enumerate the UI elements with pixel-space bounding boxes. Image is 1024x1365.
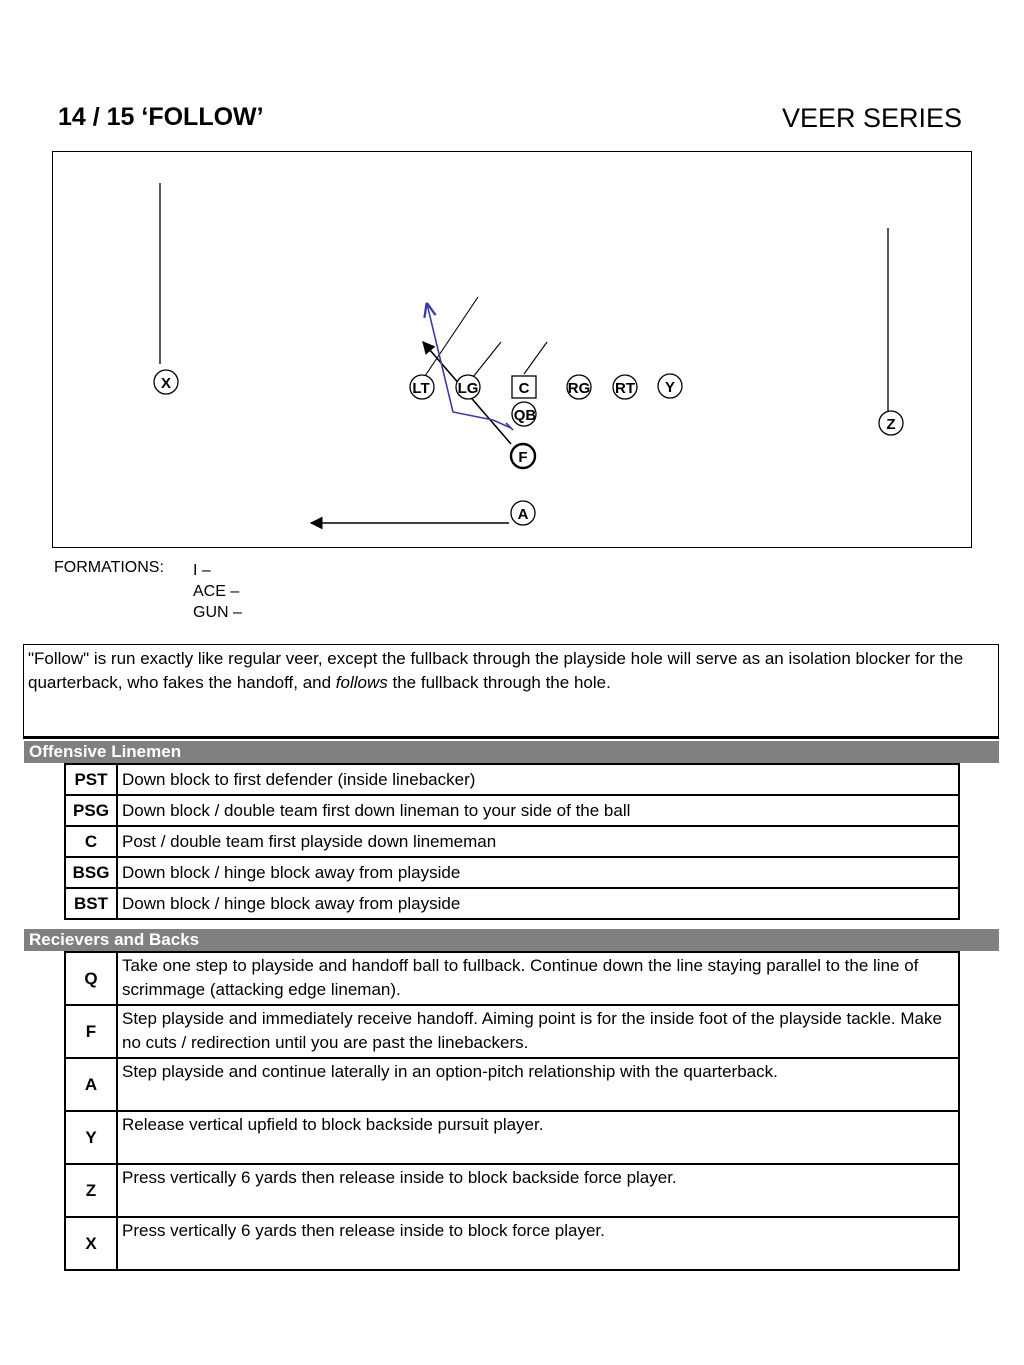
formations-label: FORMATIONS: <box>54 559 164 576</box>
assignment-cell: Take one step to playside and handoff ball to fullback. Continue down the line staying parallel to the line of scrimmage (attacking edge lineman). <box>117 952 959 1005</box>
player-z-label: Z <box>886 416 896 433</box>
player-qb-label: QB <box>513 407 537 424</box>
player-rt-label: RT <box>615 380 635 397</box>
description-text-end: the fullback through the hole. <box>387 673 611 692</box>
assignment-cell: Press vertically 6 yards then release inside to block force player. <box>117 1217 959 1270</box>
assignment-cell: Down block / hinge block away from playside <box>117 857 959 888</box>
play-title: 14 / 15 ‘FOLLOW’ <box>58 103 264 131</box>
player-lg <box>456 375 480 399</box>
player-f-label: F <box>518 449 528 466</box>
formation-item: ACE – <box>193 583 240 600</box>
assignment-cell: Release vertical upfield to block backside pursuit player. <box>117 1111 959 1164</box>
play-description <box>23 644 999 739</box>
player-x-label: X <box>160 375 172 392</box>
player-lg-label: LG <box>457 380 479 397</box>
table-row <box>65 1217 959 1270</box>
table-row <box>65 857 959 888</box>
assignment-cell: Post / double team first playside down linememan <box>117 826 959 857</box>
position-cell: F <box>65 1005 117 1058</box>
table-row <box>65 826 959 857</box>
assignment-cell: Down block to first defender (inside linebacker) <box>117 764 959 795</box>
player-y <box>658 374 682 398</box>
player-qb <box>512 402 536 426</box>
play-diagram-svg <box>53 152 973 549</box>
player-lt-label: LT <box>412 380 430 397</box>
table-row <box>65 888 959 919</box>
formation-item: I – <box>193 562 211 579</box>
lt-block <box>425 297 478 376</box>
c-block <box>524 342 547 374</box>
position-cell: A <box>65 1058 117 1111</box>
player-rt <box>613 375 637 399</box>
assignment-cell: Down block / double team first down lineman to your side of the ball <box>117 795 959 826</box>
formations-list <box>193 560 242 623</box>
position-cell: C <box>65 826 117 857</box>
table-row <box>65 764 959 795</box>
player-a <box>511 501 535 525</box>
position-cell: X <box>65 1217 117 1270</box>
player-z <box>879 411 903 435</box>
player-y-label: Y <box>664 379 676 396</box>
position-cell: PST <box>65 764 117 795</box>
position-cell: Z <box>65 1164 117 1217</box>
table-row <box>65 1164 959 1217</box>
receivers-backs-header: Recievers and Backs <box>24 929 999 951</box>
position-cell: PSG <box>65 795 117 826</box>
assignment-cell: Down block / hinge block away from playside <box>117 888 959 919</box>
series-title: VEER SERIES <box>781 103 962 133</box>
assignment-cell: Step playside and immediately receive handoff. Aiming point is for the inside foot of the playside tackle. Make no cuts / redirection until you are past the linebackers. <box>117 1005 959 1058</box>
description-text: "Follow" is run exactly like regular veer, except the fullback through the playside hole will serve as an isolation blocker for the quarterback, who fakes the handoff, and <box>28 649 964 692</box>
lg-block <box>473 342 501 377</box>
table-row <box>65 1005 959 1058</box>
qb-route <box>427 304 511 428</box>
offensive-linemen-header: Offensive Linemen <box>24 741 999 763</box>
assignment-cell: Step playside and continue laterally in an option-pitch relationship with the quarterback. <box>117 1058 959 1111</box>
player-c-label: C <box>518 380 530 397</box>
player-rg <box>567 375 591 399</box>
player-a-label: A <box>517 506 529 523</box>
table-row <box>65 795 959 826</box>
player-lt <box>410 375 434 399</box>
offensive-linemen-table <box>64 763 960 920</box>
table-row <box>65 1111 959 1164</box>
assignment-cell: Press vertically 6 yards then release inside to block backside force player. <box>117 1164 959 1217</box>
table-row <box>65 952 959 1005</box>
play-diagram <box>52 151 972 548</box>
position-cell: BST <box>65 888 117 919</box>
formation-item: GUN – <box>193 604 242 621</box>
player-rg-label: RG <box>567 380 591 397</box>
player-c <box>512 376 536 398</box>
position-cell: BSG <box>65 857 117 888</box>
player-x <box>154 370 178 394</box>
table-row <box>65 1058 959 1111</box>
player-f <box>511 444 535 468</box>
description-emphasis: follows <box>335 673 388 692</box>
position-cell: Q <box>65 952 117 1005</box>
position-cell: Y <box>65 1111 117 1164</box>
receivers-backs-table <box>64 951 960 1271</box>
